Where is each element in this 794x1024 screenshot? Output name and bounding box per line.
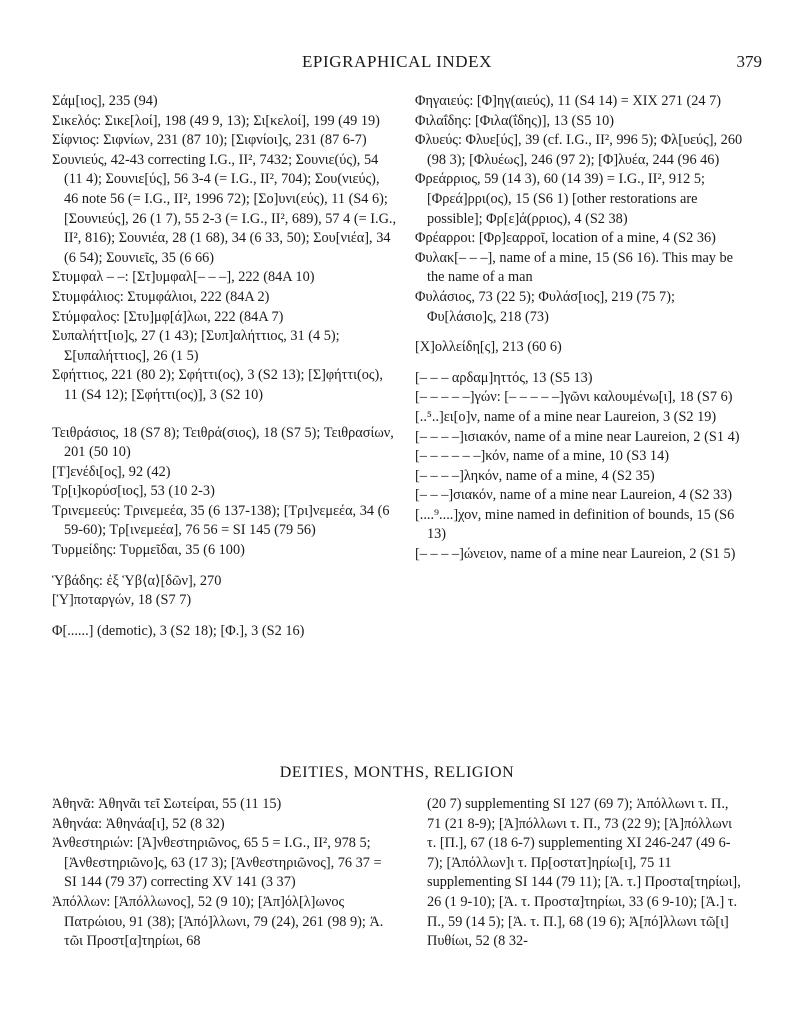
index-entry: Σίφνιος: Σιφνίων, 231 (87 10); [Σιφνίοι]ς, 231 (87 6-7) [52, 132, 367, 149]
index-entry: [– – – – – –]κόν, name of a mine, 10 (S3 14) [415, 448, 669, 465]
index-entry: Τυρμείδης: Τυρμεῖδαι, 35 (6 100) [52, 542, 245, 559]
page-header [0, 52, 794, 78]
index-entry: Ἀνθεστηριών: [Ἀ]νθεστηριῶνος, 65 5 = I.G., II², 978 5; [Ἀνθεστηριῶνο]ς, 63 (17 3); [Ἀνθεστηριῶνος], 76 37 = SI 144 (79 37) correcting XV 141 (3 37) [52, 835, 382, 891]
index-entry: [– – – –]ισιακόν, name of a mine near Laureion, 2 (S1 4) [415, 428, 740, 445]
index-entry: Φυλάσιος, 73 (22 5); Φυλάσ[ιος], 219 (75 7); Φυ[λάσιο]ς, 218 (73) [415, 288, 675, 325]
index-entry: Ὑβάδης: ἐξ Ὑβ⟨α⟩[δῶν], 270 [52, 572, 222, 589]
index-entry: Φλυεύς: Φλυε[ύς], 39 (cf. I.G., II², 996 5); Φλ[υεύς], 260 (98 3); [Φλυέως], 246 (97 2); [Φ]λυέα, 244 (96 46) [415, 132, 743, 168]
index-entry: Φιλαΐδης: [Φιλα(ΐδης)], 13 (S5 10) [415, 112, 614, 129]
entry-gap [415, 358, 743, 369]
right-index-column [415, 92, 743, 565]
index-entry: [Χ]ολλείδη[ς], 213 (60 6) [415, 339, 562, 356]
index-entry: [..⁵..]ει[ο]ν, name of a mine near Laureion, 3 (S2 19) [415, 408, 717, 425]
index-entry: [– – – –]ώνειον, name of a mine near Laureion, 2 (S1 5) [415, 546, 736, 563]
bottom-left-column [52, 795, 397, 952]
index-entry: Ἀπόλλων: [Ἀπόλλωνος], 52 (9 10); [Ἀπ]όλ[λ]ωνος Πατρώιου, 91 (38); [Ἀπό]λλωνι, 79 (24), 261 (98 9); Ἀ. τῶι Προστ[α]τηρίωι, 68 [52, 893, 384, 950]
index-entry: Στυμφαλ – –: [Στ]υμφαλ[– – –], 222 (84A 10) [52, 269, 315, 286]
index-entry: Στυμφάλιος: Στυμφάλιοι, 222 (84A 2) [52, 288, 270, 305]
index-entry: [– – – –]ληκόν, name of a mine, 4 (S2 35) [415, 467, 655, 484]
index-entry: Ἀθηνάα: Ἀθηνάα[ι], 52 (8 32) [52, 815, 225, 832]
index-entry: Τρινεμεεύς: Τρινεμεέα, 35 (6 137-138); [Τρι]νεμεέα, 34 (6 59-60); Τρ[ινεμεέα], 76 56 = SI 145 (79 56) [52, 502, 390, 539]
index-entry: Συπαλήττ[ιο]ς, 27 (1 43); [Συπ]αλήττιος, 31 (4 5); Σ[υπαλήττιος], 26 (1 5) [52, 328, 340, 364]
index-entry: Φρέαρροι: [Φρ]εαρροῖ, location of a mine, 4 (S2 36) [415, 230, 716, 247]
index-entry: Φ[......] (demotic), 3 (S2 18); [Φ.], 3 (S2 16) [52, 622, 305, 639]
entry-gap [52, 561, 397, 572]
index-entry: [– – –]σιακόν, name of a mine near Laureion, 4 (S2 33) [415, 487, 733, 504]
index-entry: Σφήττιος, 221 (80 2); Σφήττι(ος), 3 (S2 13); [Σ]φήττι(ος), 11 (S4 12); [Σφήττι(ος)], 3 (S2 10) [52, 367, 383, 403]
entry-gap [415, 327, 743, 338]
index-entry: Φρεάρριος, 59 (14 3), 60 (14 39) = I.G., II², 912 5; [Φρεά]ρρι(ος), 15 (S6 1) [other restorations are possible]; Φρ[ε]ά(ρριος), 4 (S2 38) [415, 171, 705, 227]
index-entry: Σουνιεύς, 42-43 correcting I.G., II², 7432; Σουνιε(ύς), 54 (11 4); Σουνιε[ύς], 56 3-4 (= I.G., II², 704); Σου(νιεύς), 46 note 56 (= I.G., II², 1996 72); [Σο]υνι(εύς), 11 (S4 6); [Σουνιεύς], 26 (1 7), 55 2-3 (= I.G., II², 689), 57 4 (= I.G., II², 816); Σουνιέα, 28 (1 68), 34 (6 33, 50); Σου[νιέα], 34 (6 54); Σουνιεῖς, 35 (6 66) [52, 151, 397, 266]
index-entry: Σικελός: Σικε[λοί], 198 (49 9, 13); Σι[κελοί], 199 (49 19) [52, 112, 380, 129]
bottom-right-column [415, 795, 743, 952]
index-entry: Τρ[ι]κορύσ[ιος], 53 (10 2-3) [52, 483, 215, 500]
index-entry-continued: (20 7) supplementing SI 127 (69 7); Ἀπόλλωνι τ. Π., 71 (21 8-9); [Ἀ]πόλλωνι τ. Π., 73 (22 9); [Ἀ]πόλλωνι τ. [Π.], 67 (18 6-7) supplementing XI 246-247 (49 6-7); [Ἀπόλλων]ι τ. Πρ[οστατ]ηρίω[ι], 75 11 supplementing SI 144 (79 11); [Ἀ. τ.] Προστα[τηρίωι], 26 (1 9-10); [Ἀ. τ. Προστα]τηρίωι, 33 (6 9-10); [Ἀ.] τ. Π., 59 (14 5); [Ἀ. τ. Π.], 68 (19 6); Ἀ[πό]λλωνι τῶ[ι] Πυθίωι, 52 (8 32- [427, 796, 741, 950]
index-entry: Σάμ[ιος], 235 (94) [52, 93, 158, 109]
section-heading: DEITIES, MONTHS, RELIGION [279, 764, 515, 781]
index-entry: [....⁹....]χον, mine named in definition of bounds, 15 (S6 13) [415, 506, 735, 543]
index-entry: [Τ]ενέδι[ος], 92 (42) [52, 463, 171, 480]
left-index-column [52, 92, 397, 641]
index-entry: Φηγαιεύς: [Φ]ηγ(αιεύς), 11 (S4 14) = XIX 271 (24 7) [415, 93, 721, 109]
index-entry: Φυλακ[– – –], name of a mine, 15 (S6 16). This may be the name of a man [415, 249, 734, 286]
index-entry: Στύμφαλος: [Στυ]μφ[ά]λωι, 222 (84A 7) [52, 308, 284, 325]
index-entry: [– – – – –]γών: [– – – – –]γῶνι καλουμένω[ι], 18 (S7 6) [415, 389, 733, 406]
index-entry: Ἀθηνᾶ: Ἀθηνᾶι τεῖ Σωτείραι, 55 (11 15) [52, 796, 282, 812]
running-title: EPIGRAPHICAL INDEX [301, 52, 493, 71]
index-entry: [Ὑ]ποταργών, 18 (S7 7) [52, 592, 192, 609]
entry-gap [52, 406, 397, 424]
page-number: 379 [736, 52, 762, 71]
index-entry: Τειθράσιος, 18 (S7 8); Τειθρά(σιος), 18 (S7 5); Τειθρασίων, 201 (50 10) [52, 424, 394, 461]
entry-gap [52, 611, 397, 622]
index-entry: [– – – αρδαμ]ηττός, 13 (S5 13) [415, 369, 593, 386]
